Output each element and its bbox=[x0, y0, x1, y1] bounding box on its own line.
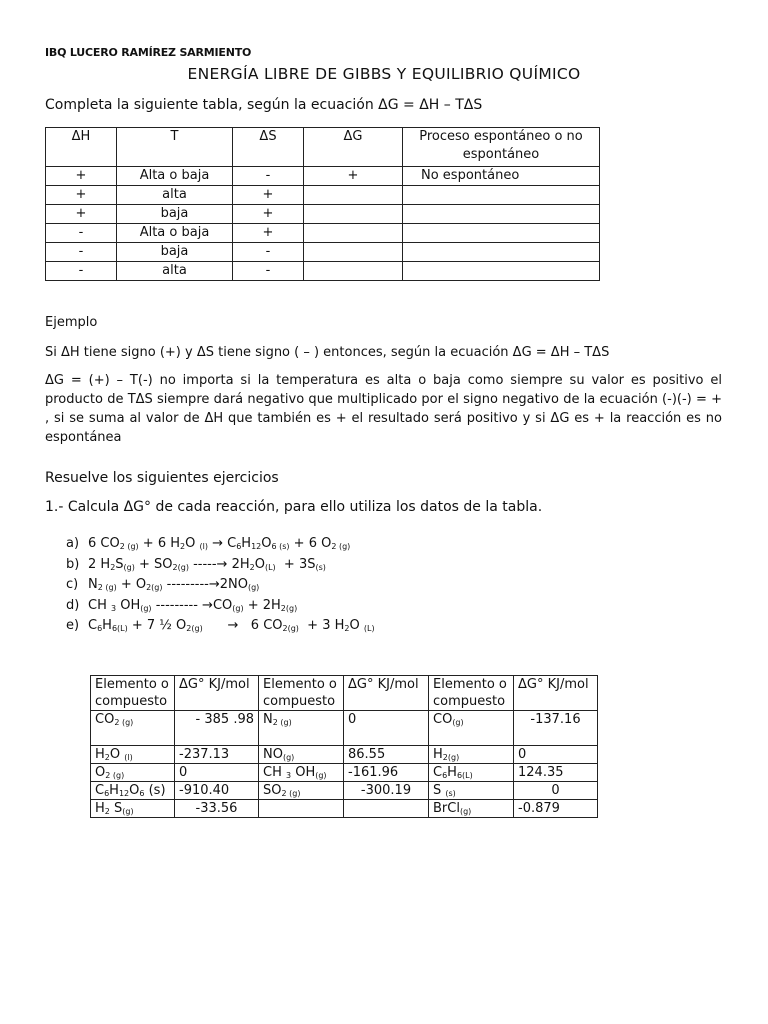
reaction-list bbox=[66, 534, 375, 637]
compound-cell: CH $_3$ $OH_{(g)}$ bbox=[259, 764, 344, 782]
cell bbox=[403, 243, 600, 262]
table-row bbox=[46, 224, 600, 243]
cell bbox=[403, 262, 600, 281]
cell bbox=[304, 205, 403, 224]
reaction-e: e) $C_6H_{6(L)} + 7$ ½ $O_{2(g)}$ → 6 $CO_{2(g)} + 3$ $H_2O$ $_{(L)}$ bbox=[66, 616, 375, 637]
compound-cell: BrCl$_{(g)}$ bbox=[429, 800, 514, 818]
author-name: IBQ LUCERO RAMÍREZ SARMIENTO bbox=[45, 46, 252, 59]
value-cell: 0 bbox=[175, 764, 259, 782]
cell: + bbox=[233, 205, 304, 224]
table-row bbox=[91, 764, 598, 782]
compound-cell: $O_{2 (g)}$ bbox=[91, 764, 175, 782]
cell bbox=[304, 243, 403, 262]
cell: alta bbox=[117, 262, 233, 281]
value-cell: -910.40 bbox=[175, 782, 259, 800]
table-row bbox=[46, 186, 600, 205]
compound-cell: $CO_{2 (g)}$ bbox=[91, 711, 175, 746]
header-ds: ΔS bbox=[233, 128, 304, 167]
table-row bbox=[91, 800, 598, 818]
header-dg: ΔG bbox=[304, 128, 403, 167]
header-dg-value: ΔG° KJ/mol bbox=[175, 676, 259, 711]
table-row bbox=[46, 262, 600, 281]
cell: baja bbox=[117, 243, 233, 262]
cell bbox=[403, 186, 600, 205]
example-line: Si ΔH tiene signo (+) y ΔS tiene signo ( – ) entonces, según la ecuación ΔG = ΔH – TΔS bbox=[45, 345, 610, 360]
value-cell bbox=[344, 800, 429, 818]
compound-cell: $C_6H_{6(L)}$ bbox=[429, 764, 514, 782]
value-cell: -33.56 bbox=[175, 800, 259, 818]
value-cell: 0 bbox=[514, 782, 598, 800]
compound-cell: S $_{(s)}$ bbox=[429, 782, 514, 800]
cell: + bbox=[233, 186, 304, 205]
list-label: d) bbox=[66, 597, 80, 613]
header-compound: Elemento o compuesto bbox=[429, 676, 514, 711]
header-process: Proceso espontáneo o no espontáneo bbox=[403, 128, 600, 167]
cell bbox=[403, 224, 600, 243]
header-dh: ΔH bbox=[46, 128, 117, 167]
compound-cell bbox=[259, 800, 344, 818]
document-title: ENERGÍA LIBRE DE GIBBS Y EQUILIBRIO QUÍMICO bbox=[187, 65, 581, 83]
cell: + bbox=[46, 205, 117, 224]
cell: + bbox=[46, 167, 117, 186]
gibbs-data-table bbox=[90, 675, 598, 818]
cell: - bbox=[46, 243, 117, 262]
cell: + bbox=[304, 167, 403, 186]
cell bbox=[403, 205, 600, 224]
value-cell: -137.16 bbox=[514, 711, 598, 746]
cell: - bbox=[233, 243, 304, 262]
value-cell: - 385 .98 bbox=[175, 711, 259, 746]
value-cell: -237.13 bbox=[175, 746, 259, 764]
compound-cell: $H_2$ $S_{(g)}$ bbox=[91, 800, 175, 818]
cell: + bbox=[233, 224, 304, 243]
cell: - bbox=[46, 262, 117, 281]
cell bbox=[304, 224, 403, 243]
table-row bbox=[91, 711, 598, 746]
cell: - bbox=[46, 224, 117, 243]
header-compound: Elemento o compuesto bbox=[259, 676, 344, 711]
cell: baja bbox=[117, 205, 233, 224]
exercises-heading: Resuelve los siguientes ejercicios bbox=[45, 470, 279, 486]
compound-cell: $SO_{2 (g)}$ bbox=[259, 782, 344, 800]
cell: alta bbox=[117, 186, 233, 205]
table-row bbox=[46, 167, 600, 186]
list-label: e) bbox=[66, 618, 80, 633]
compound-cell: $NO_{(g)}$ bbox=[259, 746, 344, 764]
cell: Alta o baja bbox=[117, 224, 233, 243]
example-heading: Ejemplo bbox=[45, 315, 98, 330]
cell: - bbox=[233, 167, 304, 186]
value-cell: 0 bbox=[514, 746, 598, 764]
value-cell: -0.879 bbox=[514, 800, 598, 818]
table-header-row bbox=[91, 676, 598, 711]
sign-table bbox=[45, 127, 600, 281]
cell: Alta o baja bbox=[117, 167, 233, 186]
value-cell: 124.35 bbox=[514, 764, 598, 782]
compound-cell: $H_{2(g)}$ bbox=[429, 746, 514, 764]
list-label: a) bbox=[66, 536, 80, 551]
example-paragraph: ΔG = (+) – T(-) no importa si la temperatura es alta o baja como siempre su valor es positivo el producto de TΔS siempre dará negativo que multiplicado por el signo negativo de la ecuación (-)(-) = + , si se suma al valor de ΔH que también es + el resultado será positivo y si ΔG es + la reacción es no espontánea bbox=[45, 373, 722, 445]
table-row bbox=[46, 243, 600, 262]
cell bbox=[304, 186, 403, 205]
exercise-question: 1.- Calcula ΔG° de cada reacción, para ello utiliza los datos de la tabla. bbox=[45, 499, 543, 515]
value-cell: 86.55 bbox=[344, 746, 429, 764]
reaction-b: b) 2 $H_2S_{(g)} + SO_{2(g)}$ -----→ $2H_2O_{(L)} + 3S_{(s)}$ bbox=[66, 555, 375, 576]
compound-cell: $C_6H_{12}O_6$ (s) bbox=[91, 782, 175, 800]
table-row bbox=[91, 782, 598, 800]
cell: No espontáneo bbox=[403, 167, 600, 186]
header-t: T bbox=[117, 128, 233, 167]
table-row bbox=[91, 746, 598, 764]
intro-instruction: Completa la siguiente tabla, según la ecuación ΔG = ΔH – TΔS bbox=[45, 97, 483, 113]
value-cell: -161.96 bbox=[344, 764, 429, 782]
cell bbox=[304, 262, 403, 281]
compound-cell: $N_{2 (g)}$ bbox=[259, 711, 344, 746]
cell: + bbox=[46, 186, 117, 205]
cell: - bbox=[233, 262, 304, 281]
table-row bbox=[46, 205, 600, 224]
compound-cell: $CO_{(g)}$ bbox=[429, 711, 514, 746]
value-cell: -300.19 bbox=[344, 782, 429, 800]
reaction-a: a) 6 $CO_{2 (g)} + 6$ $H_2O$ $_{(l)} \to C_6H_{12}O_{6 (s)} + 6$ $O_{2 (g)}$ bbox=[66, 534, 375, 555]
list-label: b) bbox=[66, 556, 80, 572]
compound-cell: $H_2O$ $_{(l)}$ bbox=[91, 746, 175, 764]
reaction-c: c) $N_{2 (g)} + O_{2(g)}$ $---------\to 2NO_{(g)}$ bbox=[66, 575, 375, 596]
reaction-d: d) CH $_3$ $OH_{(g)}$ --------- $\to CO_{(g)} + 2H_{2(g)}$ bbox=[66, 596, 375, 617]
table-header-row bbox=[46, 128, 600, 167]
header-dg-value: ΔG° KJ/mol bbox=[514, 676, 598, 711]
header-compound: Elemento o compuesto bbox=[91, 676, 175, 711]
list-label: c) bbox=[66, 577, 79, 592]
value-cell: 0 bbox=[344, 711, 429, 746]
header-dg-value: ΔG° KJ/mol bbox=[344, 676, 429, 711]
